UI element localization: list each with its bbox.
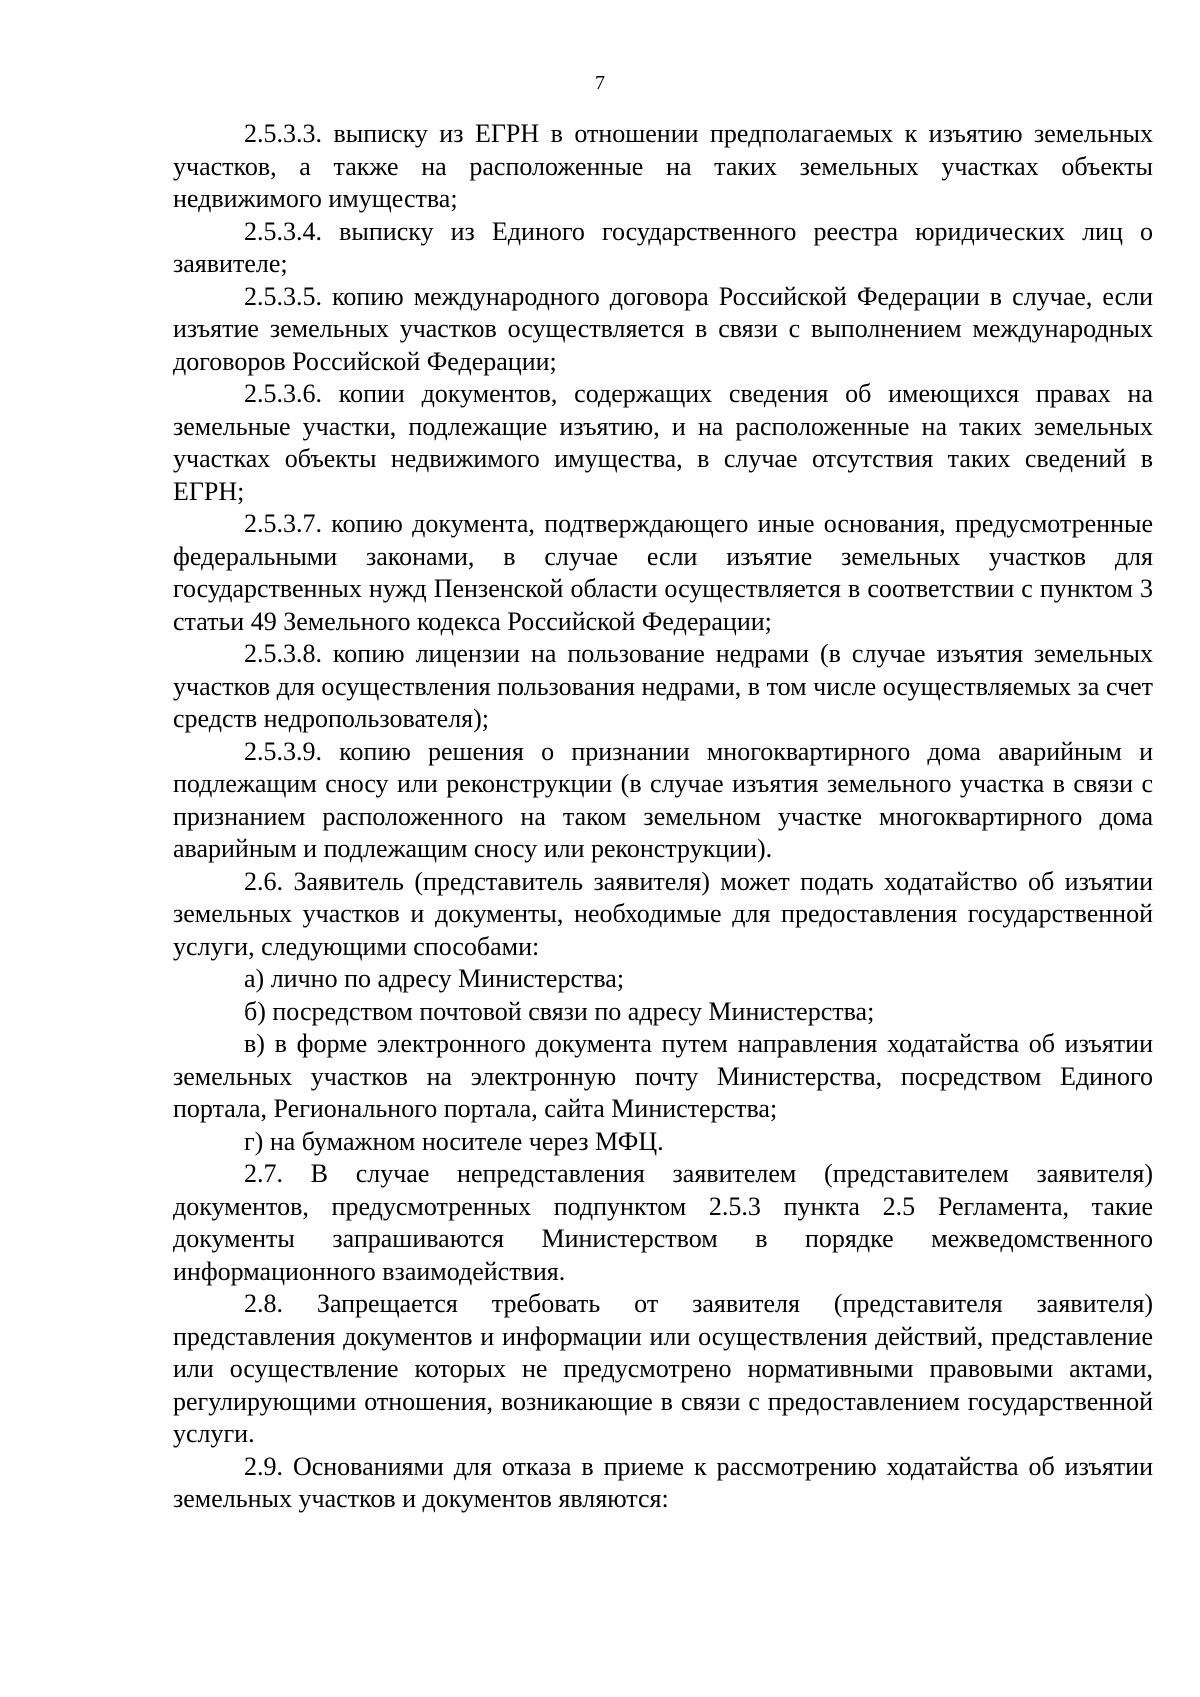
paragraph-2-7: 2.7. В случае непредставления заявителем (представителем заявителя) документов, предусмотренных подпунктом 2.5.3 пункта 2.5 Регламента, такие документы запрашиваются Министерством в порядке межведомственного информационного взаимодействия. (173, 1159, 1153, 1286)
paragraph-2-6: 2.6. Заявитель (представитель заявителя) может подать ходатайство об изъятии земельных участков и документы, необходимые для предоставления государственной услуги, следующими способами: (173, 866, 1153, 961)
paragraph-2-5-3-4: 2.5.3.4. выписку из Единого государственного реестра юридических лиц о заявителе; (173, 216, 1153, 278)
list-item-v: в) в форме электронного документа путем направления ходатайства об изъятии земельных участков на электронную почту Министерства, посредством Единого портала, Регионального портала, сайта Министерства; (173, 1029, 1153, 1123)
list-item-b: б) посредством почтовой связи по адресу Министерства; (244, 996, 875, 1026)
paragraph-2-5-3-3: 2.5.3.3. выписку из ЕГРН в отношении предполагаемых к изъятию земельных участков, а также на расположенные на таких земельных участках объекты недвижимого имущества; (173, 119, 1153, 213)
paragraph-2-9: 2.9. Основаниями для отказа в приеме к рассмотрению ходатайства об изъятии земельных участков и документов являются: (173, 1451, 1153, 1513)
paragraph-2-5-3-7: 2.5.3.7. копию документа, подтверждающего иные основания, предусмотренные федеральными законами, в случае если изъятие земельных участков для государственных нужд Пензенской области осуществляется в соответствии с пунктом 3 статьи 49 Земельного кодекса Российской Федерации; (173, 509, 1153, 636)
document-body (173, 118, 1153, 1516)
page-number: 7 (595, 72, 605, 94)
paragraph-2-5-3-5: 2.5.3.5. копию международного договора Российской Федерации в случае, если изъятие земельных участков осуществляется в связи с выполнением международных договоров Российской Федерации; (173, 281, 1153, 376)
paragraph-2-5-3-8: 2.5.3.8. копию лицензии на пользование недрами (в случае изъятия земельных участков для осуществления пользования недрами, в том числе осуществляемых за счет средств недропользователя); (173, 639, 1153, 733)
paragraph-2-8: 2.8. Запрещается требовать от заявителя (представителя заявителя) представления документов и информации или осуществления действий, представление или осуществление которых не предусмотрено нормативными правовыми актами, регулирующими отношения, возникающие в связи с предоставлением государственной услуги. (173, 1289, 1153, 1448)
paragraph-2-5-3-9: 2.5.3.9. копию решения о признании многоквартирного дома аварийным и подлежащим сносу или реконструкции (в случае изъятия земельного участка в связи с признанием расположенного на таком земельном участке многоквартирного дома аварийным и подлежащим сносу или реконструкции). (173, 736, 1153, 863)
list-item-a: а) лично по адресу Министерства; (244, 964, 625, 993)
paragraph-2-5-3-6: 2.5.3.6. копии документов, содержащих сведения об имеющихся правах на земельные участки, подлежащие изъятию, и на расположенные на таких земельных участках объекты недвижимого имущества, в случае отсутствия таких сведений в ЕГРН; (173, 379, 1153, 506)
list-item-g: г) на бумажном носителе через МФЦ. (244, 1126, 664, 1156)
